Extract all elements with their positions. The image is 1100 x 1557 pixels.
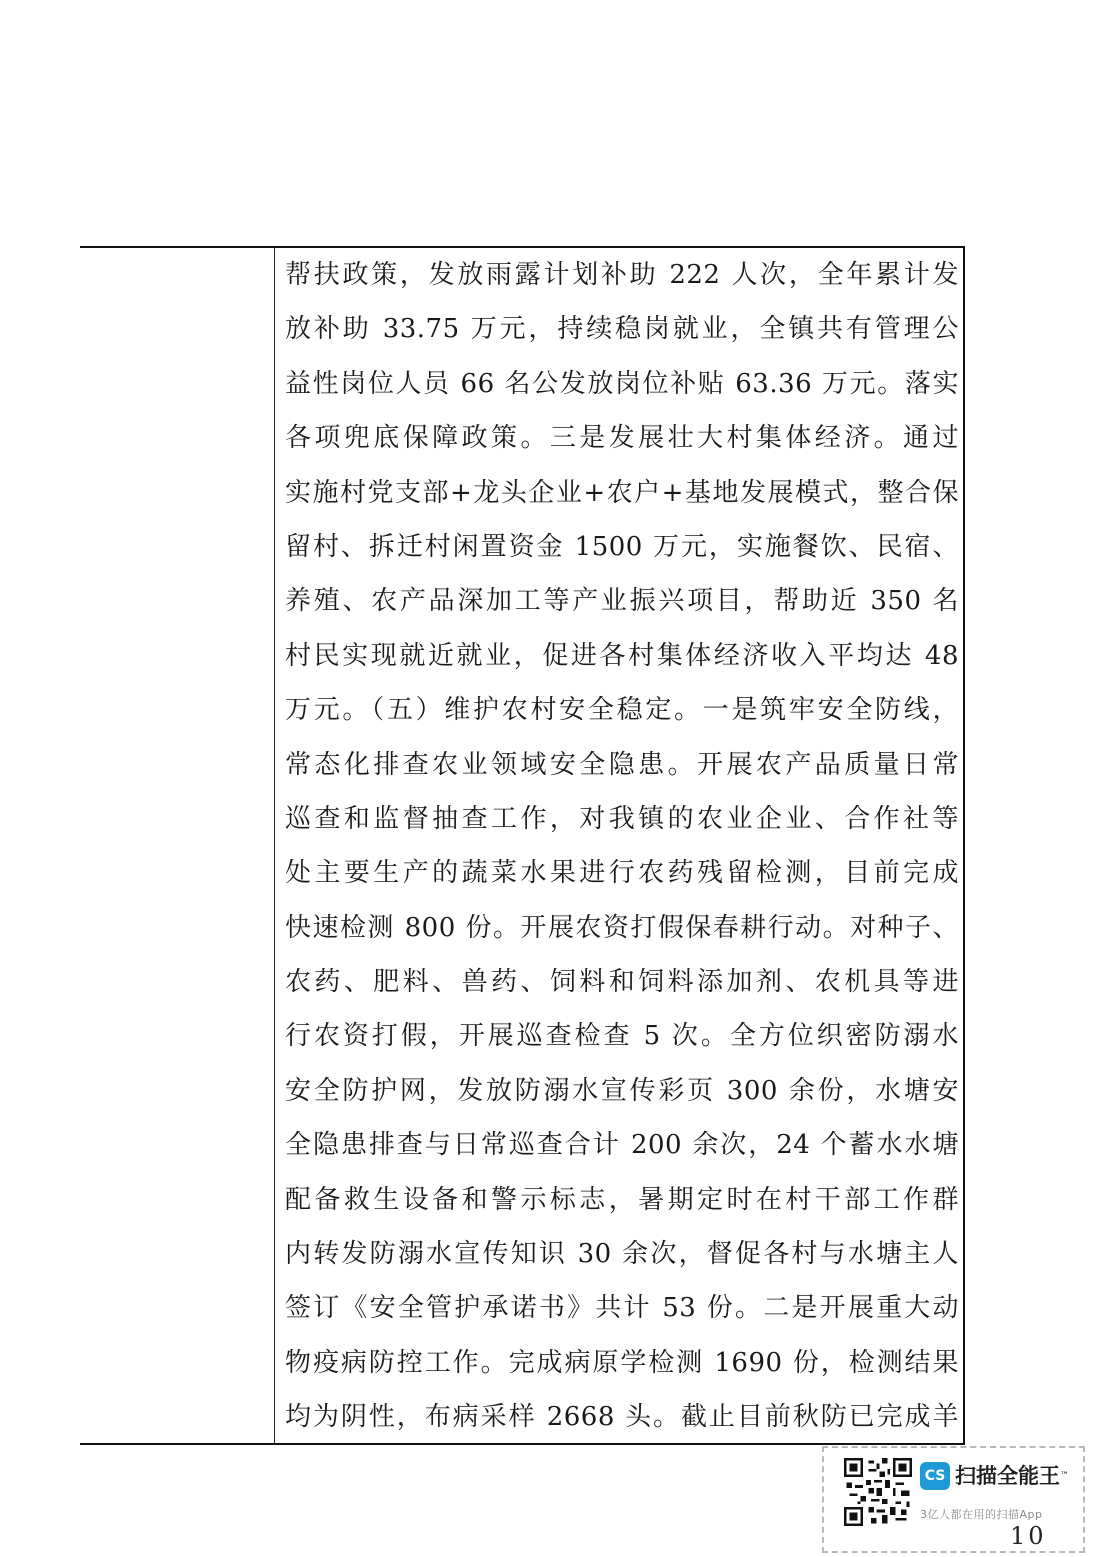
brand-name-text: 扫描全能王 — [955, 1464, 1060, 1488]
text-line: 益性岗位人员 66 名公发放岗位补贴 63.36 万元。落实 — [285, 368, 959, 399]
text-line: 安全防护网，发放防溺水宣传彩页 300 余份，水塘安 — [285, 1075, 959, 1106]
text-line: 常态化排查农业领域安全隐患。开展农产品质量日常 — [285, 749, 959, 780]
text-line: 留村、拆迁村闲置资金 1500 万元，实施餐饮、民宿、 — [285, 531, 959, 562]
table-content-cell — [276, 248, 963, 1443]
qr-code-icon — [844, 1458, 912, 1526]
form-table — [80, 246, 965, 1445]
text-line: 全隐患排查与日常巡查合计 200 余次，24 个蓄水水塘 — [285, 1130, 959, 1161]
text-line: 农药、肥料、兽药、饲料和饲料添加剂、农机具等进 — [285, 967, 959, 998]
text-line: 物疫病防控工作。完成病原学检测 1690 份，检测结果 — [285, 1347, 959, 1378]
cs-logo-icon: CS — [920, 1462, 950, 1490]
brand-slogan: 3亿人都在用的扫描App — [920, 1508, 1043, 1521]
text-line: 各项兜底保障政策。三是发展壮大村集体经济。通过 — [285, 423, 959, 454]
text-line: 签订《安全管护承诺书》共计 53 份。二是开展重大动 — [285, 1293, 959, 1324]
text-line: 村民实现就近就业，促进各村集体经济收入平均达 48 — [285, 640, 959, 671]
text-line: 实施村党支部+龙头企业+农户+基地发展模式，整合保 — [285, 477, 959, 508]
brand-name — [955, 1460, 1069, 1492]
page-number: 10 — [1010, 1522, 1047, 1550]
trademark-symbol: ™ — [1060, 1471, 1069, 1481]
text-line: 帮扶政策，发放雨露计划补助 222 人次，全年累计发 — [285, 260, 959, 290]
text-line: 配备救生设备和警示标志，暑期定时在村干部工作群 — [285, 1184, 959, 1215]
text-line: 巡查和监督抽查工作，对我镇的农业企业、合作社等 — [285, 803, 959, 834]
text-line: 万元。（五）维护农村安全稳定。一是筑牢安全防线， — [285, 695, 959, 726]
text-line: 内转发防溺水宣传知识 30 余次，督促各村与水塘主人 — [285, 1239, 959, 1270]
text-line: 处主要生产的蔬菜水果进行农药残留检测，目前完成 — [285, 858, 959, 889]
text-line: 养殖、农产品深加工等产业振兴项目，帮助近 350 名 — [285, 586, 959, 617]
text-line: 均为阴性，布病采样 2668 头。截止目前秋防已完成羊 — [285, 1402, 959, 1433]
text-line: 快速检测 800 份。开展农资打假保春耕行动。对种子、 — [285, 912, 959, 943]
body-text — [285, 248, 959, 1445]
table-label-cell — [80, 248, 275, 1443]
text-line: 行农资打假，开展巡查检查 5 次。全方位织密防溺水 — [285, 1021, 959, 1052]
text-line: 放补助 33.75 万元，持续稳岗就业，全镇共有管理公 — [285, 314, 959, 345]
